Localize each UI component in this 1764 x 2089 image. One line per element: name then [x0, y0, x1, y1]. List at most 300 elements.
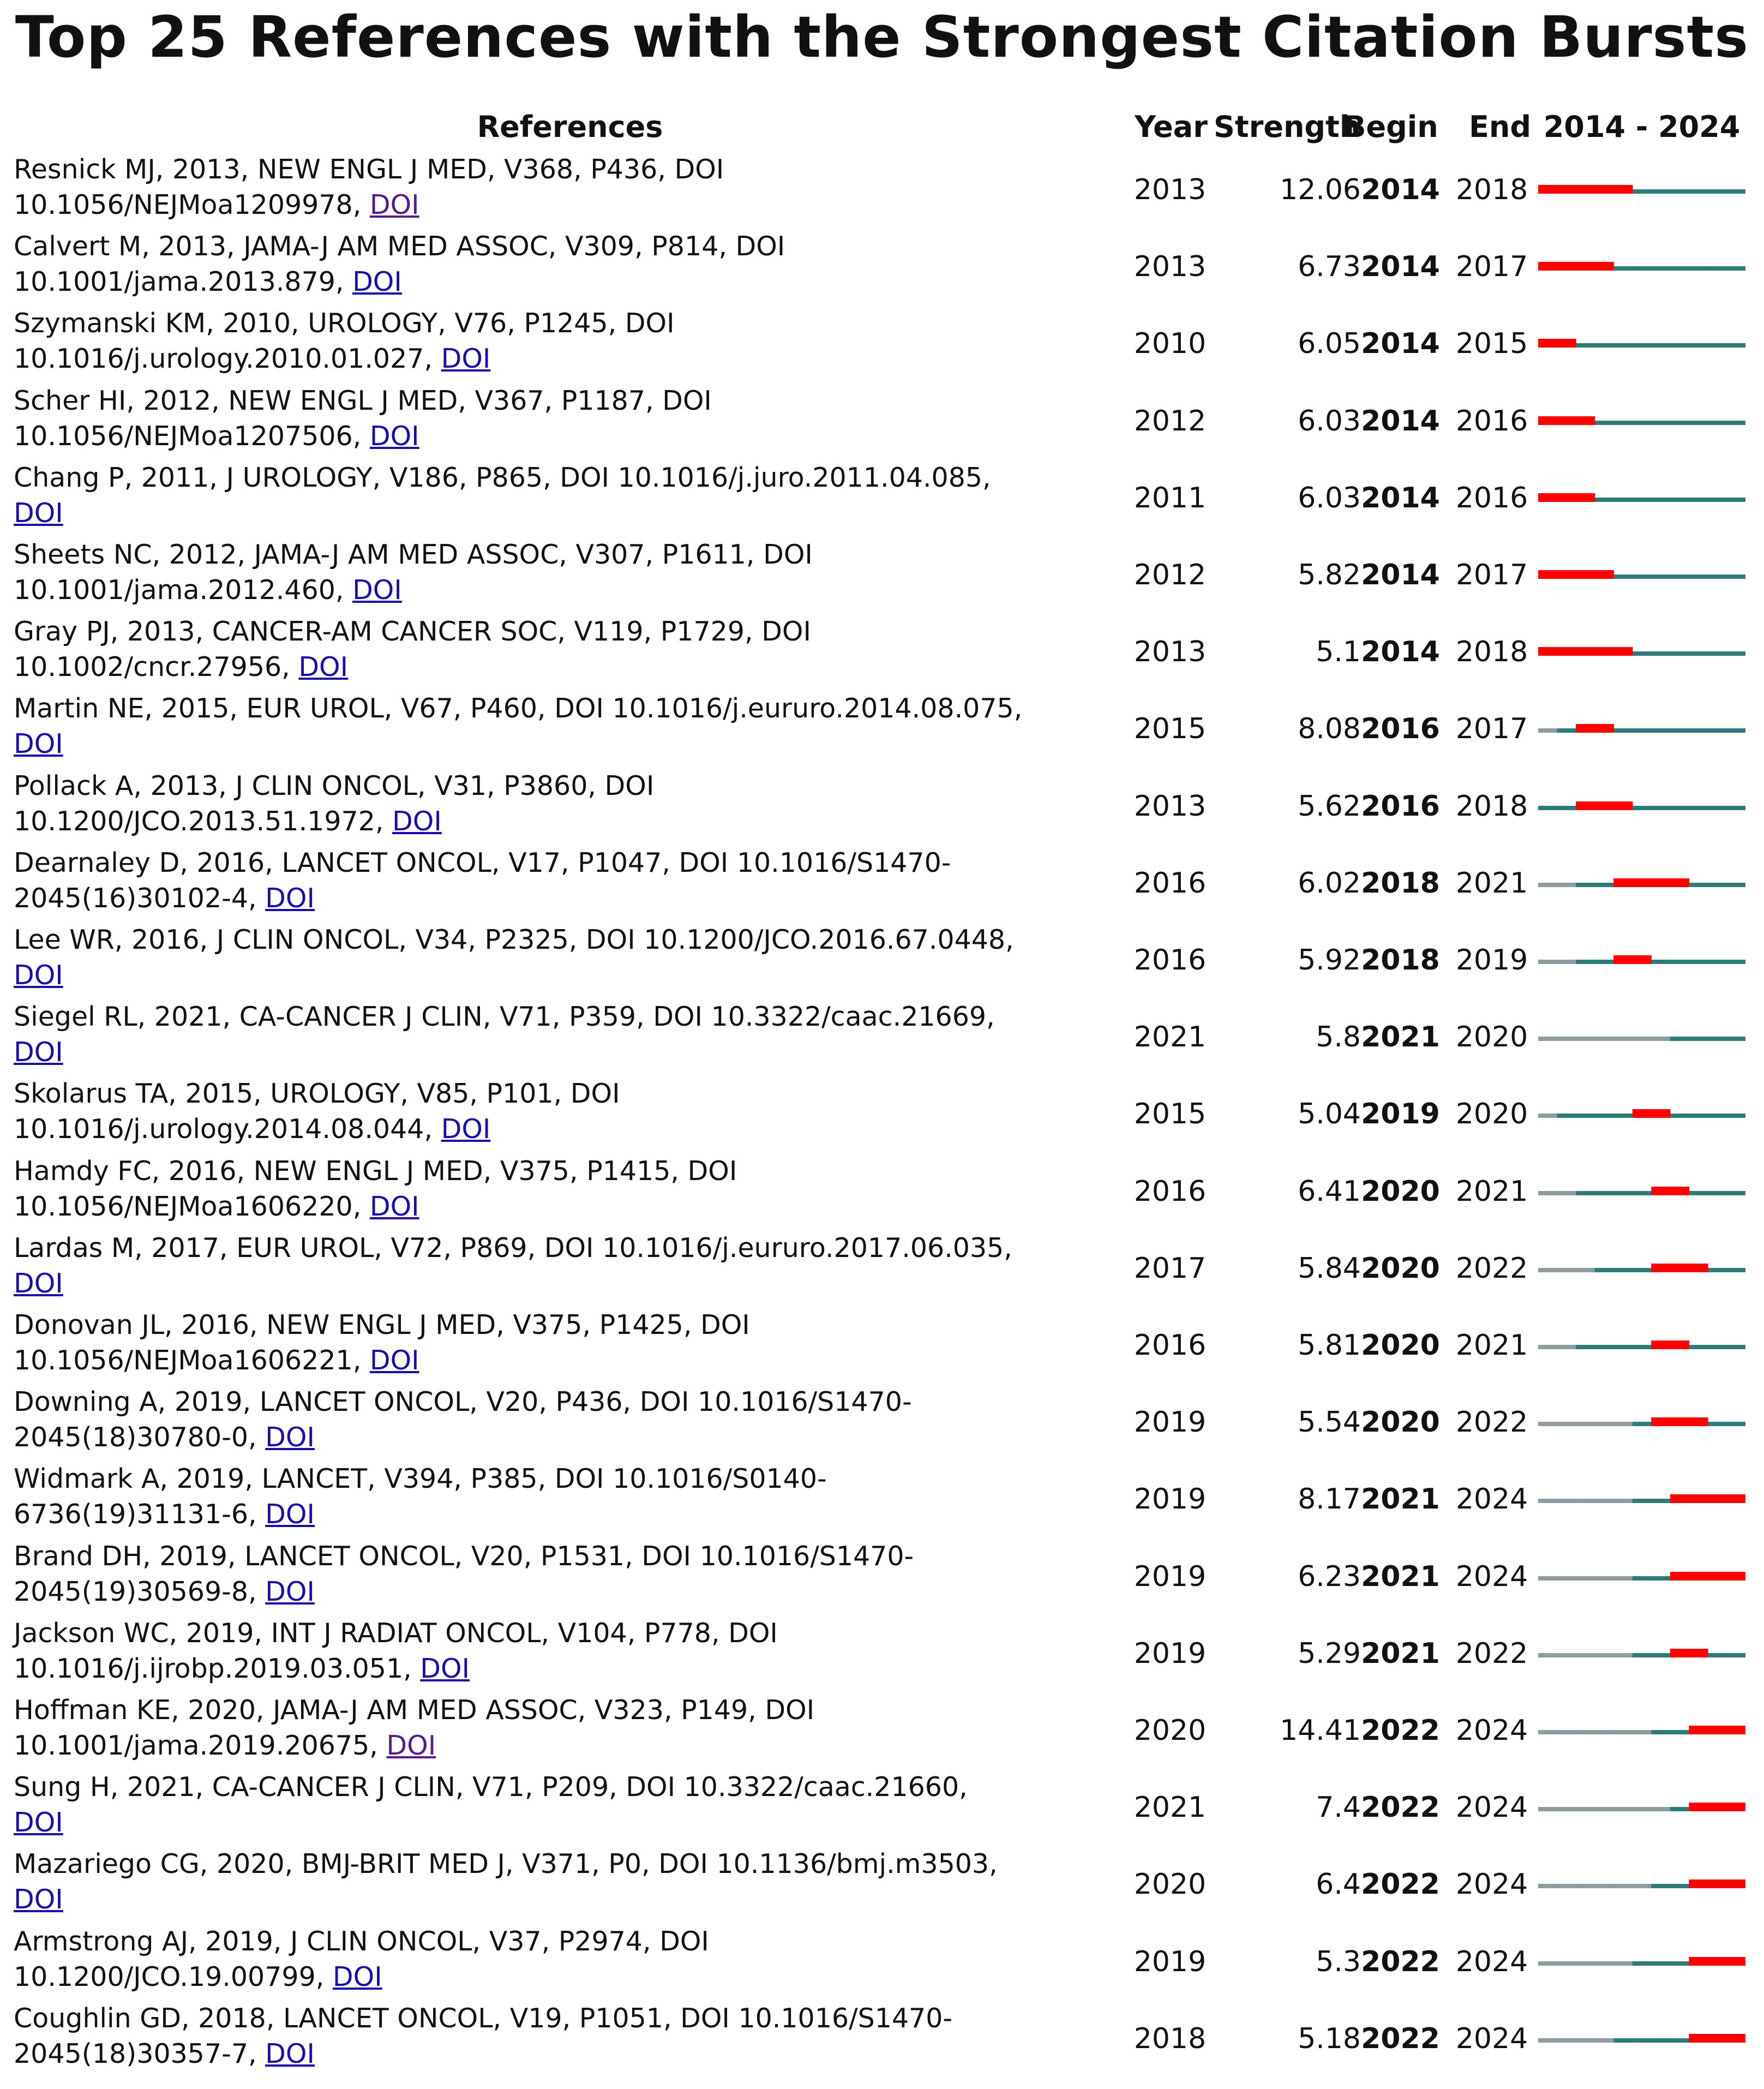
- table-row: [0, 460, 1764, 537]
- doi-link[interactable]: DOI: [441, 343, 491, 375]
- timeline-segment: [1595, 1961, 1614, 1966]
- reference-line1: Skolarus TA, 2015, UROLOGY, V85, P101, DOI: [14, 1078, 620, 1110]
- burst-segment: [1651, 1187, 1670, 1195]
- timeline-segment: [1726, 728, 1745, 733]
- timeline-segment: [1576, 1653, 1595, 1657]
- doi-link[interactable]: DOI: [369, 1190, 419, 1222]
- timeline-segment: [1708, 1653, 1727, 1657]
- burst-timeline: [1538, 2031, 1745, 2050]
- burst-segment: [1689, 1879, 1708, 1888]
- reference-cell: [14, 1153, 1132, 1224]
- burst-segment: [1576, 416, 1595, 425]
- timeline-segment: [1576, 2038, 1595, 2043]
- header-end: End: [1469, 110, 1531, 144]
- burst-segment: [1576, 262, 1595, 271]
- timeline-segment: [1708, 651, 1727, 656]
- table-row: [0, 614, 1764, 691]
- timeline-segment: [1651, 1884, 1670, 1888]
- timeline-segment: [1708, 1345, 1727, 1349]
- timeline-segment: [1613, 1268, 1633, 1272]
- burst-segment: [1651, 1264, 1670, 1272]
- timeline-segment: [1670, 1807, 1689, 1811]
- timeline-segment: [1633, 1884, 1652, 1888]
- timeline-segment: [1726, 266, 1745, 271]
- year-cell: 2012: [1133, 404, 1207, 438]
- reference-cell: [14, 1230, 1132, 1301]
- burst-timeline: [1538, 1645, 1745, 1665]
- timeline-segment: [1557, 960, 1576, 964]
- timeline-segment: [1651, 1653, 1670, 1657]
- end-cell: 2024: [1455, 2022, 1528, 2055]
- table-row: [0, 691, 1764, 768]
- timeline-segment: [1689, 421, 1708, 425]
- begin-cell: 2014: [1361, 173, 1440, 206]
- burst-segment: [1689, 1957, 1708, 1966]
- doi-link[interactable]: DOI: [265, 882, 315, 914]
- timeline-segment: [1689, 574, 1708, 579]
- begin-cell: 2014: [1361, 481, 1440, 514]
- timeline-segment: [1595, 1576, 1614, 1581]
- timeline-segment: [1651, 574, 1670, 579]
- burst-segment: [1651, 1417, 1670, 1426]
- timeline-segment: [1557, 1037, 1576, 1041]
- doi-link[interactable]: DOI: [420, 1653, 470, 1684]
- timeline-segment: [1689, 1191, 1708, 1195]
- begin-cell: 2016: [1361, 713, 1440, 746]
- timeline-segment: [1633, 189, 1652, 194]
- timeline-segment: [1576, 1422, 1595, 1426]
- burst-timeline: [1538, 798, 1745, 818]
- timeline-segment: [1538, 1730, 1557, 1734]
- strength-cell: 6.23: [1298, 1560, 1361, 1593]
- year-cell: 2011: [1133, 481, 1207, 514]
- timeline-segment: [1651, 343, 1670, 348]
- timeline-segment: [1538, 2038, 1557, 2043]
- timeline-segment: [1613, 498, 1633, 502]
- header-begin: Begin: [1343, 110, 1438, 144]
- burst-segment: [1708, 1879, 1727, 1888]
- timeline-segment: [1651, 728, 1670, 733]
- timeline-segment: [1576, 1961, 1595, 1966]
- year-cell: 2015: [1133, 1098, 1207, 1131]
- burst-segment: [1689, 1726, 1708, 1734]
- begin-cell: 2022: [1361, 1868, 1440, 1901]
- timeline-segment: [1651, 1499, 1670, 1503]
- burst-timeline: [1538, 875, 1745, 895]
- timeline-segment: [1595, 1653, 1614, 1657]
- year-cell: 2013: [1133, 173, 1207, 206]
- timeline-segment: [1651, 1730, 1670, 1734]
- doi-link[interactable]: DOI: [265, 1576, 315, 1607]
- timeline-segment: [1689, 266, 1708, 271]
- reference-cell: [14, 614, 1132, 685]
- burst-timeline: [1538, 1491, 1745, 1511]
- timeline-segment: [1633, 806, 1652, 810]
- year-cell: 2018: [1133, 2022, 1207, 2055]
- timeline-segment: [1651, 1961, 1670, 1966]
- timeline-segment: [1651, 189, 1670, 194]
- timeline-segment: [1576, 1576, 1595, 1581]
- reference-cell: [14, 1076, 1132, 1147]
- timeline-segment: [1670, 1114, 1689, 1118]
- timeline-segment: [1651, 2038, 1670, 2043]
- timeline-segment: [1726, 1653, 1745, 1657]
- year-cell: 2013: [1133, 250, 1207, 284]
- timeline-segment: [1670, 421, 1689, 425]
- reference-cell: [14, 922, 1132, 993]
- timeline-segment: [1633, 2038, 1652, 2043]
- timeline-segment: [1689, 343, 1708, 348]
- burst-timeline: [1538, 1954, 1745, 1973]
- strength-cell: 8.17: [1298, 1483, 1361, 1516]
- year-cell: 2019: [1133, 1560, 1207, 1593]
- timeline-segment: [1557, 1268, 1576, 1272]
- timeline-segment: [1651, 1576, 1670, 1581]
- timeline-segment: [1538, 1345, 1557, 1349]
- reference-cell: [14, 1615, 1132, 1686]
- timeline-segment: [1726, 1037, 1745, 1041]
- timeline-segment: [1538, 806, 1557, 810]
- burst-segment: [1689, 1803, 1708, 1811]
- header-strength: Strength: [1214, 110, 1361, 144]
- strength-cell: 5.8: [1316, 1021, 1361, 1054]
- timeline-segment: [1670, 2038, 1689, 2043]
- reference-line1: Hoffman KE, 2020, JAMA-J AM MED ASSOC, V323, P149, DOI: [14, 1695, 815, 1726]
- table-row: [0, 768, 1764, 845]
- reference-line1: Lee WR, 2016, J CLIN ONCOL, V34, P2325, DOI 10.1200/JCO.2016.67.0448,: [14, 924, 1014, 955]
- timeline-segment: [1613, 1807, 1633, 1811]
- timeline-segment: [1557, 1961, 1576, 1966]
- burst-segment: [1726, 1726, 1745, 1734]
- timeline-segment: [1613, 1422, 1633, 1426]
- burst-segment: [1708, 1726, 1727, 1734]
- table-row: [0, 1615, 1764, 1692]
- timeline-segment: [1538, 728, 1557, 733]
- timeline-segment: [1633, 728, 1652, 733]
- doi-link[interactable]: DOI: [352, 574, 402, 606]
- reference-line1: Chang P, 2011, J UROLOGY, V186, P865, DOI 10.1016/j.juro.2011.04.085,: [14, 462, 991, 493]
- strength-cell: 5.81: [1298, 1329, 1361, 1362]
- doi-link[interactable]: DOI: [14, 1807, 63, 1839]
- burst-segment: [1670, 1572, 1689, 1581]
- burst-segment: [1670, 1187, 1689, 1195]
- strength-cell: 6.4: [1316, 1868, 1361, 1901]
- doi-link[interactable]: DOI: [14, 497, 63, 529]
- timeline-segment: [1557, 1114, 1576, 1118]
- burst-segment: [1670, 1649, 1689, 1657]
- begin-cell: 2019: [1361, 1098, 1440, 1131]
- begin-cell: 2014: [1361, 404, 1440, 438]
- end-cell: 2015: [1455, 327, 1528, 361]
- burst-segment: [1538, 262, 1557, 271]
- doi-link[interactable]: DOI: [14, 728, 63, 760]
- timeline-segment: [1538, 883, 1557, 887]
- reference-line2: 2045(16)30102-4,: [14, 882, 266, 914]
- timeline-segment: [1651, 266, 1670, 271]
- doi-link[interactable]: DOI: [352, 266, 402, 298]
- timeline-segment: [1595, 1114, 1614, 1118]
- timeline-segment: [1557, 1499, 1576, 1503]
- timeline-segment: [1708, 1422, 1727, 1426]
- reference-line1: Hamdy FC, 2016, NEW ENGL J MED, V375, P1415, DOI: [14, 1155, 737, 1187]
- end-cell: 2018: [1455, 789, 1528, 823]
- timeline-segment: [1726, 1268, 1745, 1272]
- begin-cell: 2020: [1361, 1175, 1440, 1208]
- year-cell: 2010: [1133, 327, 1207, 361]
- doi-link[interactable]: DOI: [392, 805, 442, 837]
- timeline-segment: [1708, 343, 1727, 348]
- year-cell: 2013: [1133, 636, 1207, 669]
- burst-segment: [1576, 724, 1595, 733]
- timeline-segment: [1576, 1114, 1595, 1118]
- timeline-segment: [1633, 1499, 1652, 1503]
- begin-cell: 2021: [1361, 1560, 1440, 1593]
- timeline-segment: [1708, 189, 1727, 194]
- burst-timeline: [1538, 567, 1745, 586]
- begin-cell: 2022: [1361, 1945, 1440, 1978]
- doi-link[interactable]: DOI: [265, 1422, 315, 1453]
- timeline-segment: [1595, 1730, 1614, 1734]
- end-cell: 2018: [1455, 173, 1528, 206]
- timeline-segment: [1595, 883, 1614, 887]
- reference-line1: Lardas M, 2017, EUR UROL, V72, P869, DOI 10.1016/j.eururo.2017.06.035,: [14, 1232, 1012, 1264]
- timeline-segment: [1557, 883, 1576, 887]
- timeline-segment: [1633, 1268, 1652, 1272]
- header-year: Year: [1135, 110, 1208, 144]
- strength-cell: 8.08: [1298, 713, 1361, 746]
- timeline-segment: [1708, 1268, 1727, 1272]
- timeline-segment: [1576, 960, 1595, 964]
- doi-link[interactable]: DOI: [369, 1345, 419, 1376]
- burst-segment: [1708, 1572, 1727, 1581]
- burst-timeline: [1538, 1569, 1745, 1588]
- reference-line1: Jackson WC, 2019, INT J RADIAT ONCOL, V104, P778, DOI: [14, 1617, 778, 1649]
- burst-segment: [1670, 1340, 1689, 1349]
- burst-segment: [1595, 801, 1614, 810]
- reference-line1: Coughlin GD, 2018, LANCET ONCOL, V19, P1051, DOI 10.1016/S1470-: [14, 2002, 953, 2034]
- timeline-segment: [1633, 498, 1652, 502]
- timeline-segment: [1726, 1345, 1745, 1349]
- burst-segment: [1708, 1494, 1727, 1503]
- reference-line1: Dearnaley D, 2016, LANCET ONCOL, V17, P1047, DOI 10.1016/S1470-: [14, 847, 951, 878]
- timeline-segment: [1726, 651, 1745, 656]
- timeline-segment: [1633, 1653, 1652, 1657]
- timeline-segment: [1708, 1037, 1727, 1041]
- year-cell: 2016: [1133, 1175, 1207, 1208]
- timeline-segment: [1576, 1268, 1595, 1272]
- reference-line2: 10.1056/NEJMoa1606220,: [14, 1190, 370, 1222]
- table-row: [0, 1076, 1764, 1153]
- timeline-segment: [1708, 806, 1727, 810]
- end-cell: 2024: [1455, 1483, 1528, 1516]
- year-cell: 2020: [1133, 1868, 1207, 1901]
- year-cell: 2012: [1133, 559, 1207, 591]
- timeline-segment: [1613, 1576, 1633, 1581]
- year-cell: 2021: [1133, 1791, 1207, 1824]
- timeline-segment: [1633, 343, 1652, 348]
- timeline-segment: [1557, 1576, 1576, 1581]
- page-title: Top 25 References with the Strongest Citation Bursts: [15, 4, 1749, 70]
- year-cell: 2019: [1133, 1483, 1207, 1516]
- strength-cell: 6.03: [1298, 404, 1361, 438]
- timeline-segment: [1689, 651, 1708, 656]
- doi-link[interactable]: DOI: [265, 2038, 315, 2069]
- doi-link[interactable]: DOI: [298, 651, 349, 683]
- timeline-segment: [1613, 728, 1633, 733]
- timeline-segment: [1613, 1345, 1633, 1349]
- reference-cell: [14, 537, 1132, 608]
- timeline-segment: [1595, 1345, 1614, 1349]
- burst-segment: [1538, 339, 1557, 348]
- table-row: [0, 999, 1764, 1076]
- timeline-segment: [1557, 806, 1576, 810]
- doi-link[interactable]: DOI: [14, 960, 63, 991]
- burst-segment: [1557, 262, 1576, 271]
- timeline-segment: [1538, 1268, 1557, 1272]
- doi-link[interactable]: DOI: [369, 420, 419, 452]
- timeline-segment: [1689, 1114, 1708, 1118]
- timeline-segment: [1708, 574, 1727, 579]
- timeline-segment: [1613, 1730, 1633, 1734]
- timeline-segment: [1670, 728, 1689, 733]
- reference-cell: [14, 1384, 1132, 1455]
- burst-timeline: [1538, 644, 1745, 663]
- doi-link[interactable]: DOI: [14, 1884, 63, 1916]
- reference-line2: 10.1056/NEJMoa1606221,: [14, 1345, 370, 1376]
- strength-cell: 6.02: [1298, 866, 1361, 900]
- table-row: [0, 1846, 1764, 1923]
- table-row: [0, 537, 1764, 614]
- year-cell: 2021: [1133, 1021, 1207, 1054]
- burst-segment: [1689, 1417, 1708, 1426]
- year-cell: 2019: [1133, 1945, 1207, 1978]
- table-row: [0, 845, 1764, 922]
- reference-line2: 2045(19)30569-8,: [14, 1576, 266, 1607]
- burst-segment: [1726, 1957, 1745, 1966]
- timeline-segment: [1726, 189, 1745, 194]
- timeline-segment: [1708, 266, 1727, 271]
- begin-cell: 2014: [1361, 559, 1440, 591]
- reference-cell: [14, 1769, 1132, 1840]
- burst-timeline: [1538, 1414, 1745, 1434]
- burst-segment: [1651, 1340, 1670, 1349]
- burst-segment: [1651, 1109, 1670, 1118]
- reference-cell: [14, 229, 1132, 300]
- begin-cell: 2018: [1361, 866, 1440, 900]
- doi-link[interactable]: DOI: [265, 1499, 315, 1530]
- doi-link[interactable]: DOI: [14, 1037, 63, 1068]
- timeline-segment: [1557, 1191, 1576, 1195]
- timeline-segment: [1670, 651, 1689, 656]
- burst-segment: [1557, 185, 1576, 194]
- timeline-segment: [1670, 1037, 1689, 1041]
- year-cell: 2013: [1133, 789, 1207, 823]
- timeline-segment: [1726, 1422, 1745, 1426]
- burst-timeline: [1538, 952, 1745, 972]
- reference-line1: Widmark A, 2019, LANCET, V394, P385, DOI 10.1016/S0140-: [14, 1463, 827, 1495]
- burst-segment: [1651, 878, 1670, 887]
- burst-segment: [1726, 1572, 1745, 1581]
- timeline-segment: [1538, 1884, 1557, 1888]
- burst-segment: [1557, 647, 1576, 656]
- doi-link[interactable]: DOI: [441, 1114, 491, 1145]
- strength-cell: 5.18: [1298, 2022, 1361, 2055]
- burst-timeline: [1538, 1260, 1745, 1280]
- timeline-segment: [1708, 960, 1727, 964]
- timeline-segment: [1651, 960, 1670, 964]
- timeline-segment: [1595, 498, 1614, 502]
- end-cell: 2021: [1455, 1175, 1528, 1208]
- table-row: [0, 1769, 1764, 1846]
- reference-cell: [14, 999, 1132, 1070]
- timeline-segment: [1538, 1807, 1557, 1811]
- timeline-segment: [1557, 1422, 1576, 1426]
- doi-link[interactable]: DOI: [386, 1730, 436, 1761]
- burst-segment: [1576, 570, 1595, 579]
- burst-segment: [1557, 416, 1576, 425]
- timeline-segment: [1633, 1730, 1652, 1734]
- year-cell: 2016: [1133, 1329, 1207, 1362]
- timeline-segment: [1633, 1807, 1652, 1811]
- strength-cell: 5.29: [1298, 1637, 1361, 1670]
- reference-line2: 6736(19)31131-6,: [14, 1499, 266, 1530]
- begin-cell: 2020: [1361, 1329, 1440, 1362]
- reference-cell: [14, 845, 1132, 916]
- timeline-segment: [1670, 343, 1689, 348]
- year-cell: 2016: [1133, 944, 1207, 977]
- reference-line1: Martin NE, 2015, EUR UROL, V67, P460, DOI 10.1016/j.eururo.2014.08.075,: [14, 693, 1023, 725]
- timeline-segment: [1595, 2038, 1614, 2043]
- reference-cell: [14, 691, 1132, 762]
- strength-cell: 5.62: [1298, 789, 1361, 823]
- burst-timeline: [1538, 413, 1745, 433]
- timeline-segment: [1613, 421, 1633, 425]
- timeline-segment: [1708, 728, 1727, 733]
- burst-segment: [1576, 647, 1595, 656]
- timeline-segment: [1595, 1422, 1614, 1426]
- burst-segment: [1708, 1957, 1727, 1966]
- timeline-segment: [1689, 1345, 1708, 1349]
- reference-line1: Scher HI, 2012, NEW ENGL J MED, V367, P1187, DOI: [14, 385, 712, 416]
- burst-timeline: [1538, 1799, 1745, 1819]
- begin-cell: 2020: [1361, 1252, 1440, 1285]
- burst-segment: [1613, 185, 1633, 194]
- timeline-segment: [1613, 343, 1633, 348]
- reference-line1: Donovan JL, 2016, NEW ENGL J MED, V375, P1425, DOI: [14, 1309, 750, 1340]
- reference-cell: [14, 152, 1132, 223]
- end-cell: 2024: [1455, 1868, 1528, 1901]
- reference-line1: Sung H, 2021, CA-CANCER J CLIN, V71, P209, DOI 10.3322/caac.21660,: [14, 1771, 968, 1803]
- timeline-segment: [1708, 421, 1727, 425]
- doi-link[interactable]: DOI: [369, 189, 419, 220]
- doi-link[interactable]: DOI: [332, 1961, 382, 1992]
- timeline-segment: [1538, 1191, 1557, 1195]
- timeline-segment: [1576, 1499, 1595, 1503]
- begin-cell: 2021: [1361, 1483, 1440, 1516]
- doi-link[interactable]: DOI: [14, 1267, 63, 1299]
- reference-cell: [14, 383, 1132, 454]
- timeline-segment: [1726, 498, 1745, 502]
- timeline-segment: [1670, 960, 1689, 964]
- table-row: [0, 1692, 1764, 1769]
- burst-timeline: [1538, 1106, 1745, 1126]
- timeline-segment: [1670, 266, 1689, 271]
- burst-timeline: [1538, 1337, 1745, 1357]
- burst-segment: [1576, 493, 1595, 502]
- reference-line2: 10.1016/j.ijrobp.2019.03.051,: [14, 1653, 421, 1684]
- burst-segment: [1726, 1494, 1745, 1503]
- end-cell: 2024: [1455, 1791, 1528, 1824]
